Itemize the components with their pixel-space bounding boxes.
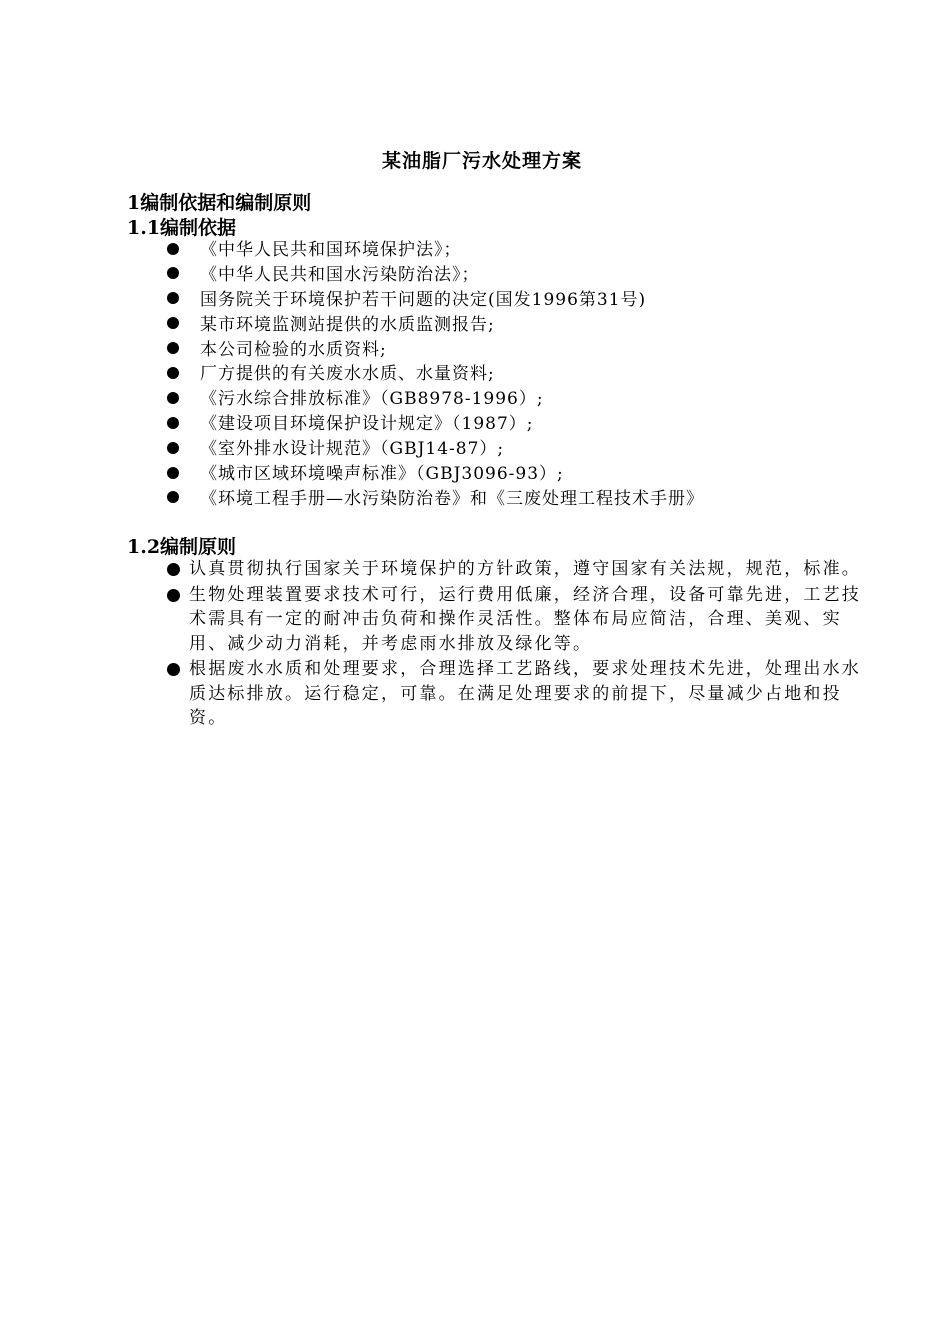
principle-list: [167, 557, 867, 731]
list-item: 《污水综合排放标准》（GB8978-1996）;: [167, 387, 704, 412]
section-1-2-heading: 1.2编制原则: [127, 536, 237, 558]
section-1-heading: 1编制依据和编制原则: [127, 192, 312, 214]
list-item: 《中华人民共和国环境保护法》；: [167, 238, 704, 263]
bullet-icon: [167, 491, 179, 503]
bullet-icon: [167, 442, 179, 454]
bullet-icon: [167, 367, 179, 379]
bullet-icon: [167, 292, 179, 304]
list-item: 《城市区域环境噪声标准》（GBJ3096-93）;: [167, 462, 704, 487]
bullet-icon: [167, 417, 179, 429]
reference-list: [167, 238, 704, 512]
bullet-icon: [167, 392, 179, 404]
list-item: 生物处理装置要求技术可行，运行费用低廉，经济合理，设备可靠先进，工艺技术需具有一定的耐冲击负荷和操作灵活性。整体布局应简洁，合理、美观、实用、减少动力消耗，并考虑雨水排放及绿化等。: [167, 583, 867, 657]
bullet-icon: [167, 467, 179, 479]
list-item: 《中华人民共和国水污染防治法》；: [167, 263, 704, 288]
bullet-icon: [167, 342, 179, 354]
bullet-icon: [167, 317, 179, 329]
list-item: 认真贯彻执行国家关于环境保护的方针政策，遵守国家有关法规，规范，标准。: [167, 557, 867, 582]
list-item: 厂方提供的有关废水水质、水量资料;: [167, 362, 704, 387]
list-item: 《室外排水设计规范》（GBJ14-87）;: [167, 437, 704, 462]
document-title: 某油脂厂污水处理方案: [381, 150, 582, 172]
list-item: 《环境工程手册—水污染防治卷》和《三废处理工程技术手册》: [167, 487, 704, 512]
bullet-icon: [167, 563, 180, 576]
list-item: 某市环境监测站提供的水质监测报告;: [167, 313, 704, 338]
section-1-1-heading: 1.1编制依据: [127, 217, 237, 239]
list-item: 本公司检验的水质资料;: [167, 338, 704, 363]
bullet-icon: [167, 589, 180, 602]
bullet-icon: [167, 243, 179, 255]
bullet-icon: [167, 663, 180, 676]
list-item: 根据废水水质和处理要求，合理选择工艺路线，要求处理技术先进，处理出水水质达标排放。运行稳定，可靠。在满足处理要求的前提下，尽量减少占地和投资。: [167, 657, 867, 731]
list-item: 《建设项目环境保护设计规定》（1987）;: [167, 412, 704, 437]
list-item: 国务院关于环境保护若干问题的决定(国发1996第31号): [167, 288, 704, 313]
bullet-icon: [167, 267, 179, 279]
